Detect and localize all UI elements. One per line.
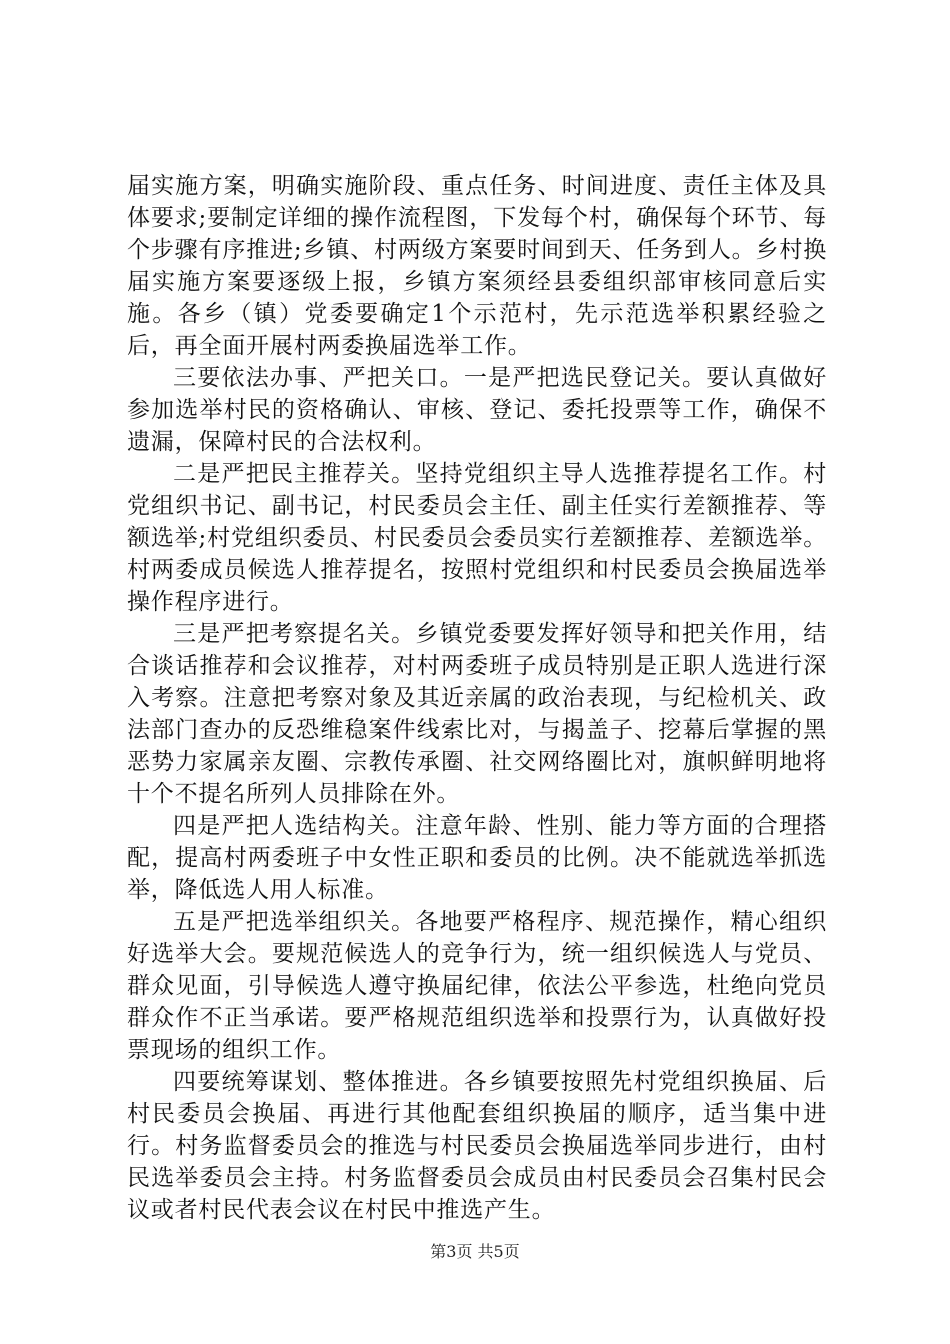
paragraph-overall-planning: 四要统筹谋划、整体推进。各乡镇要按照先村党组织换届、后村民委员会换届、再进行其他配套组织换届的顺序，适当集中进行。村务监督委员会的推选与村民委员会换届选举同步进行，由村民选举委员会主持。村务监督委员会成员由村民委员会召集村民会议或者村民代表会议在村民中推选产生。 (127, 1069, 827, 1223)
paragraph-lawful-procedure: 三要依法办事、严把关口。一是严把选民登记关。要认真做好参加选举村民的资格确认、审核、登记、委托投票等工作，确保不遗漏，保障村民的合法权利。 (127, 365, 827, 455)
paragraph-election-organization: 五是严把选举组织关。各地要严格程序、规范操作，精心组织好选举大会。要规范候选人的竞争行为，统一组织候选人与党员、群众见面，引导候选人遵守换届纪律，依法公平参选，杜绝向党员群众作不正当承诺。要严格规范组织选举和投票行为，认真做好投票现场的组织工作。 (127, 909, 827, 1063)
paragraph-democratic-recommendation: 二是严把民主推荐关。坚持党组织主导人选推荐提名工作。村党组织书记、副书记，村民委员会主任、副主任实行差额推荐、等额选举;村党组织委员、村民委员会委员实行差额推荐、差额选举。村两委成员候选人推荐提名，按照村党组织和村民委员会换届选举操作程序进行。 (127, 461, 827, 615)
page-footer: 第3页 共5页 (430, 1242, 520, 1261)
document-body (127, 170, 827, 1226)
paragraph-inspection-nomination: 三是严把考察提名关。乡镇党委要发挥好领导和把关作用，结合谈话推荐和会议推荐，对村两委班子成员特别是正职人选进行深入考察。注意把考察对象及其近亲属的政治表现，与纪检机关、政法部门查办的反恐维稳案件线索比对，与揭盖子、挖幕后掌握的黑恶势力家属亲友圈、宗教传承圈、社交网络圈比对，旗帜鲜明地将十个不提名所列人员排除在外。 (127, 621, 827, 807)
paragraph-candidate-structure: 四是严把人选结构关。注意年龄、性别、能力等方面的合理搭配，提高村两委班子中女性正职和委员的比例。决不能就选举抓选举，降低选人用人标准。 (127, 813, 827, 903)
paragraph-continuation: 届实施方案，明确实施阶段、重点任务、时间进度、责任主体及具体要求;要制定详细的操作流程图，下发每个村，确保每个环节、每个步骤有序推进;乡镇、村两级方案要时间到天、任务到人。乡村换届实施方案要逐级上报，乡镇方案须经县委组织部审核同意后实施。各乡（镇）党委要确定1个示范村，先示范选举积累经验之后，再全面开展村两委换届选举工作。 (127, 173, 827, 359)
